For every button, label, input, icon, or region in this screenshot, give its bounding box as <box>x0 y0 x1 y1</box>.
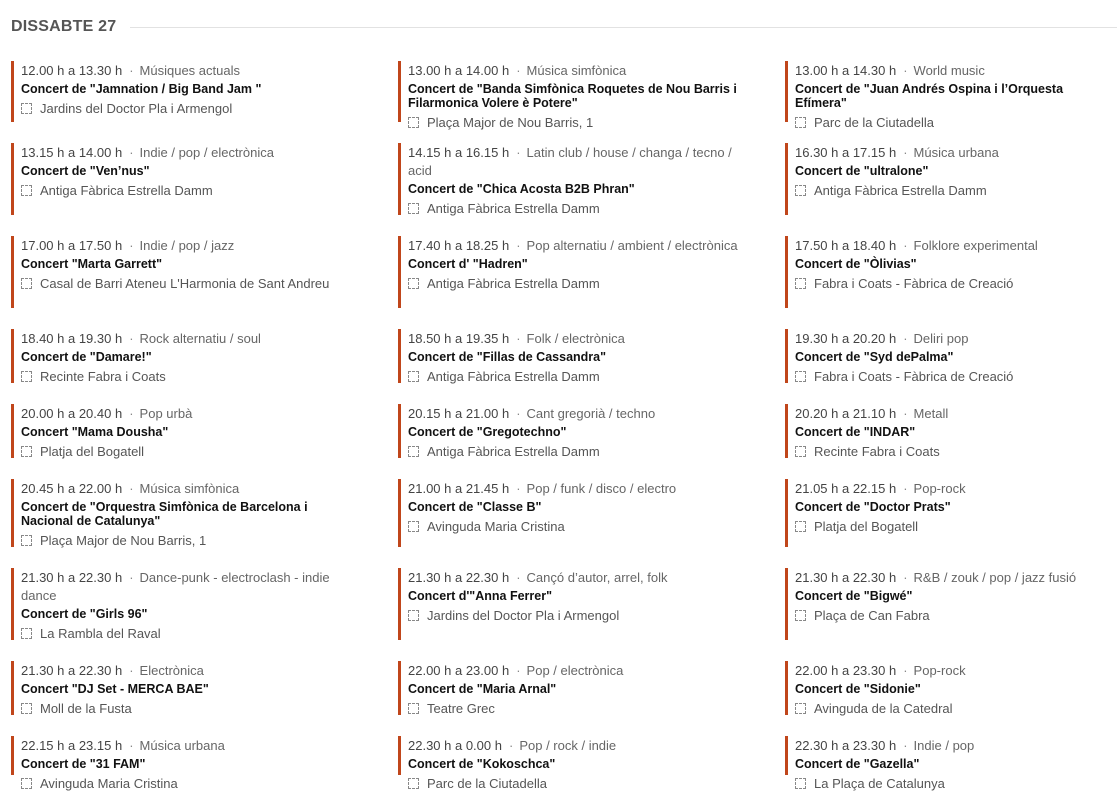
event-venue[interactable] <box>21 625 358 642</box>
event-time: 13.00 h a 14.00 h <box>408 63 510 78</box>
event-title[interactable]: Concert de "Damare!" <box>21 350 152 364</box>
event-meta <box>795 62 1077 80</box>
accent-bar <box>785 404 788 458</box>
location-icon <box>795 117 806 128</box>
event-venue[interactable] <box>408 200 745 217</box>
event-title[interactable]: Concert de "Ven’nus" <box>21 164 150 178</box>
event-card[interactable] <box>398 58 785 140</box>
event-venue[interactable] <box>795 607 1077 624</box>
event-time: 20.00 h a 20.40 h <box>21 406 123 421</box>
separator-dot: · <box>903 738 908 753</box>
event-time: 13.00 h a 14.30 h <box>795 63 897 78</box>
event-card[interactable] <box>11 658 398 733</box>
event-card[interactable] <box>398 565 785 658</box>
event-title[interactable]: Concert de "Doctor Prats" <box>795 500 951 514</box>
event-genre: Metall <box>913 406 949 421</box>
accent-bar <box>398 143 401 215</box>
venue-name: Parc de la Ciutadella <box>814 115 934 130</box>
event-venue[interactable] <box>21 443 358 460</box>
venue-name: Fabra i Coats - Fàbrica de Creació <box>814 369 1014 384</box>
event-title[interactable]: Concert de "Girls 96" <box>21 607 148 621</box>
day-title: DISSABTE 27 <box>11 18 117 35</box>
event-venue[interactable] <box>795 368 1077 385</box>
event-time: 22.15 h a 23.15 h <box>21 738 123 753</box>
event-card[interactable] <box>785 233 1117 326</box>
event-card[interactable] <box>785 476 1117 565</box>
event-title[interactable]: Concert de "Gregotechno" <box>408 425 567 439</box>
separator-dot: · <box>129 331 134 346</box>
accent-bar <box>11 236 14 308</box>
venue-name: Plaça Major de Nou Barris, 1 <box>427 115 594 130</box>
event-title[interactable]: Concert "DJ Set - MERCA BAE" <box>21 682 209 696</box>
venue-name: Antiga Fàbrica Estrella Damm <box>427 201 600 216</box>
accent-bar <box>398 736 401 775</box>
event-card[interactable] <box>398 140 785 233</box>
venue-name: Recinte Fabra i Coats <box>40 369 166 384</box>
accent-bar <box>11 404 14 458</box>
event-title[interactable]: Concert d' "Hadren" <box>408 257 528 271</box>
event-title[interactable]: Concert de "Kokoschca" <box>408 757 556 771</box>
event-card[interactable] <box>398 658 785 733</box>
event-venue[interactable] <box>408 114 745 131</box>
event-venue[interactable] <box>21 182 358 199</box>
event-genre: Pop / rock / indie <box>519 738 617 753</box>
event-venue[interactable] <box>795 275 1077 292</box>
location-icon <box>21 628 32 639</box>
event-card[interactable] <box>785 326 1117 401</box>
venue-name: Avinguda de la Catedral <box>814 701 953 716</box>
location-icon <box>795 185 806 196</box>
event-title[interactable]: Concert de "Maria Arnal" <box>408 682 557 696</box>
separator-dot: · <box>516 481 521 496</box>
separator-dot: · <box>516 663 521 678</box>
location-icon <box>795 778 806 789</box>
event-venue[interactable] <box>408 775 745 792</box>
event-genre: Pop alternatiu / ambient / electrònica <box>526 238 738 253</box>
accent-bar <box>11 329 14 383</box>
accent-bar <box>398 61 401 122</box>
venue-name: Parc de la Ciutadella <box>427 776 547 791</box>
separator-dot: · <box>516 145 521 160</box>
event-venue[interactable] <box>21 775 358 792</box>
event-card[interactable] <box>11 565 398 658</box>
day-header <box>11 15 1117 39</box>
event-meta <box>795 480 1077 498</box>
event-genre: Folk / electrònica <box>526 331 625 346</box>
event-time: 20.45 h a 22.00 h <box>21 481 123 496</box>
event-card[interactable] <box>785 58 1117 140</box>
event-genre: Música simfònica <box>139 481 240 496</box>
event-time: 17.40 h a 18.25 h <box>408 238 510 253</box>
accent-bar <box>785 236 788 308</box>
event-title[interactable]: Concert "Marta Garrett" <box>21 257 163 271</box>
event-genre: Electrònica <box>139 663 204 678</box>
event-card[interactable] <box>11 476 398 565</box>
location-icon <box>21 446 32 457</box>
event-meta <box>21 330 358 348</box>
event-genre: R&B / zouk / pop / jazz fusió <box>913 570 1077 585</box>
event-venue[interactable] <box>408 607 745 624</box>
event-meta <box>21 569 358 605</box>
location-icon <box>408 610 419 621</box>
event-time: 22.00 h a 23.00 h <box>408 663 510 678</box>
event-card[interactable] <box>11 233 398 326</box>
separator-dot: · <box>129 738 134 753</box>
event-venue[interactable] <box>408 443 745 460</box>
event-card[interactable] <box>11 326 398 401</box>
event-venue[interactable] <box>408 518 745 535</box>
accent-bar <box>11 736 14 775</box>
event-time: 17.00 h a 17.50 h <box>21 238 123 253</box>
event-title[interactable]: Concert de "Fillas de Cassandra" <box>408 350 607 364</box>
location-icon <box>408 446 419 457</box>
event-meta <box>408 237 745 255</box>
venue-name: Avinguda Maria Cristina <box>40 776 178 791</box>
event-meta <box>795 144 1077 162</box>
event-genre: Músiques actuals <box>139 63 240 78</box>
separator-dot: · <box>129 145 134 160</box>
location-icon <box>795 521 806 532</box>
accent-bar <box>11 61 14 122</box>
event-card[interactable] <box>398 233 785 326</box>
accent-bar <box>398 236 401 308</box>
event-time: 20.15 h a 21.00 h <box>408 406 510 421</box>
separator-dot: · <box>129 63 134 78</box>
event-time: 21.05 h a 22.15 h <box>795 481 897 496</box>
separator-dot: · <box>129 238 134 253</box>
separator-dot: · <box>129 663 134 678</box>
event-title[interactable]: Concert de "31 FAM" <box>21 757 146 771</box>
event-meta <box>408 330 745 348</box>
separator-dot: · <box>516 406 521 421</box>
event-venue[interactable] <box>795 775 1077 792</box>
separator-dot: · <box>516 238 521 253</box>
separator-dot: · <box>903 570 908 585</box>
event-time: 18.50 h a 19.35 h <box>408 331 510 346</box>
location-icon <box>795 446 806 457</box>
event-time: 21.30 h a 22.30 h <box>21 663 123 678</box>
event-meta <box>795 330 1077 348</box>
event-venue[interactable] <box>21 275 358 292</box>
venue-name: Antiga Fàbrica Estrella Damm <box>427 369 600 384</box>
event-meta <box>21 144 358 162</box>
event-genre: Deliri pop <box>913 331 969 346</box>
event-meta <box>795 662 1077 680</box>
venue-name: Recinte Fabra i Coats <box>814 444 940 459</box>
venue-name: Jardins del Doctor Pla i Armengol <box>427 608 620 623</box>
accent-bar <box>785 568 788 640</box>
venue-name: Antiga Fàbrica Estrella Damm <box>40 183 213 198</box>
venue-name: Antiga Fàbrica Estrella Damm <box>427 444 600 459</box>
accent-bar <box>11 479 14 547</box>
event-venue[interactable] <box>408 700 745 717</box>
event-time: 21.30 h a 22.30 h <box>795 570 897 585</box>
event-genre: Pop urbà <box>139 406 193 421</box>
event-genre: Indie / pop / electrònica <box>139 145 274 160</box>
event-venue[interactable] <box>21 368 358 385</box>
event-genre: Pop-rock <box>913 481 966 496</box>
event-meta <box>408 405 745 423</box>
event-venue[interactable] <box>795 182 1077 199</box>
venue-name: Platja del Bogatell <box>814 519 919 534</box>
location-icon <box>408 371 419 382</box>
accent-bar <box>398 568 401 640</box>
event-genre: Cant gregorià / techno <box>526 406 656 421</box>
separator-dot: · <box>903 145 908 160</box>
event-card[interactable] <box>785 401 1117 476</box>
event-card[interactable] <box>785 140 1117 233</box>
accent-bar <box>785 329 788 383</box>
event-genre: World music <box>913 63 985 78</box>
event-time: 18.40 h a 19.30 h <box>21 331 123 346</box>
event-time: 20.20 h a 21.10 h <box>795 406 897 421</box>
event-card[interactable] <box>398 476 785 565</box>
location-icon <box>21 185 32 196</box>
location-icon <box>795 278 806 289</box>
event-title[interactable]: Concert de "Òlivias" <box>795 257 917 271</box>
event-card[interactable] <box>11 58 398 140</box>
location-icon <box>795 703 806 714</box>
event-card[interactable] <box>398 401 785 476</box>
event-time: 21.30 h a 22.30 h <box>21 570 123 585</box>
event-time: 14.15 h a 16.15 h <box>408 145 510 160</box>
venue-name: Plaça de Can Fabra <box>814 608 930 623</box>
venue-name: Moll de la Fusta <box>40 701 132 716</box>
separator-dot: · <box>903 238 908 253</box>
venue-name: Antiga Fàbrica Estrella Damm <box>814 183 987 198</box>
event-venue[interactable] <box>795 700 1077 717</box>
location-icon <box>408 278 419 289</box>
event-card[interactable] <box>785 733 1117 793</box>
accent-bar <box>785 661 788 715</box>
venue-name: Jardins del Doctor Pla i Armengol <box>40 101 233 116</box>
event-time: 16.30 h a 17.15 h <box>795 145 897 160</box>
accent-bar <box>11 143 14 215</box>
event-meta <box>21 237 358 255</box>
event-meta <box>408 62 745 80</box>
separator-dot: · <box>129 481 134 496</box>
event-genre: Música simfònica <box>526 63 627 78</box>
event-meta <box>795 737 1077 755</box>
separator-dot: · <box>903 481 908 496</box>
event-title[interactable]: Concert "Mama Dousha" <box>21 425 169 439</box>
event-card[interactable] <box>398 326 785 401</box>
location-icon <box>408 117 419 128</box>
event-venue[interactable] <box>21 532 358 549</box>
event-time: 13.15 h a 14.00 h <box>21 145 123 160</box>
event-title[interactable]: Concert de "Banda Simfònica Roquetes de Nou Barris i Filarmonica Volere è Potere" <box>408 82 737 110</box>
venue-name: Casal de Barri Ateneu L'Harmonia de Sant Andreu <box>40 276 330 291</box>
event-genre: Música urbana <box>139 738 225 753</box>
accent-bar <box>785 143 788 215</box>
event-time: 17.50 h a 18.40 h <box>795 238 897 253</box>
accent-bar <box>785 479 788 547</box>
event-card[interactable] <box>11 140 398 233</box>
separator-dot: · <box>516 63 521 78</box>
event-meta <box>408 737 745 755</box>
event-meta <box>795 237 1077 255</box>
location-icon <box>21 103 32 114</box>
separator-dot: · <box>516 331 521 346</box>
event-meta <box>21 405 358 423</box>
event-title[interactable]: Concert de "ultralone" <box>795 164 929 178</box>
event-venue[interactable] <box>408 275 745 292</box>
separator-dot: · <box>508 738 514 753</box>
venue-name: Platja del Bogatell <box>40 444 145 459</box>
events-grid <box>11 58 1117 793</box>
accent-bar <box>785 736 788 775</box>
event-time: 22.30 h a 23.30 h <box>795 738 897 753</box>
event-title[interactable]: Concert de "Sidonie" <box>795 682 921 696</box>
event-genre: Indie / pop <box>913 738 975 753</box>
event-time: 12.00 h a 13.30 h <box>21 63 123 78</box>
event-time: 21.00 h a 21.45 h <box>408 481 510 496</box>
event-meta <box>795 405 1077 423</box>
event-time: 21.30 h a 22.30 h <box>408 570 510 585</box>
venue-name: Plaça Major de Nou Barris, 1 <box>40 533 207 548</box>
event-meta <box>408 480 745 498</box>
event-meta <box>21 62 358 80</box>
event-title[interactable]: Concert de "Jamnation / Big Band Jam " <box>21 82 262 96</box>
event-time: 22.00 h a 23.30 h <box>795 663 897 678</box>
accent-bar <box>398 329 401 383</box>
event-meta <box>408 662 745 680</box>
event-time: 22.30 h a 0.00 h <box>408 738 502 753</box>
event-genre: Música urbana <box>913 145 999 160</box>
event-genre: Folklore experimental <box>913 238 1038 253</box>
venue-name: Teatre Grec <box>427 701 495 716</box>
accent-bar <box>398 404 401 458</box>
accent-bar <box>785 61 788 122</box>
event-card[interactable] <box>785 565 1117 658</box>
event-genre: Latin club / house / changa / tecno / acid <box>408 145 732 178</box>
venue-name: La Rambla del Raval <box>40 626 161 641</box>
event-meta <box>21 662 358 680</box>
divider <box>130 27 1117 28</box>
event-venue[interactable] <box>795 114 1077 131</box>
event-title[interactable]: Concert de "Bigwé" <box>795 589 913 603</box>
location-icon <box>21 535 32 546</box>
location-icon <box>21 278 32 289</box>
accent-bar <box>398 479 401 547</box>
location-icon <box>21 703 32 714</box>
accent-bar <box>11 568 14 640</box>
event-title[interactable]: Concert de "INDAR" <box>795 425 916 439</box>
separator-dot: · <box>903 406 908 421</box>
event-time: 19.30 h a 20.20 h <box>795 331 897 346</box>
separator-dot: · <box>516 570 521 585</box>
event-title[interactable]: Concert de "Gazella" <box>795 757 920 771</box>
event-title[interactable]: Concert de "Juan Andrés Ospina i l’Orquesta Efímera" <box>795 82 1064 110</box>
event-card[interactable] <box>398 733 785 793</box>
separator-dot: · <box>129 570 134 585</box>
event-title[interactable]: Concert de "Syd dePalma" <box>795 350 954 364</box>
separator-dot: · <box>129 406 134 421</box>
event-meta <box>795 569 1077 587</box>
event-card[interactable] <box>785 658 1117 733</box>
event-meta <box>408 144 745 180</box>
venue-name: Avinguda Maria Cristina <box>427 519 565 534</box>
location-icon <box>408 703 419 714</box>
location-icon <box>21 371 32 382</box>
event-genre: Rock alternatiu / soul <box>139 331 261 346</box>
event-meta <box>408 569 745 587</box>
event-title[interactable]: Concert de "Chica Acosta B2B Phran" <box>408 182 635 196</box>
venue-name: Antiga Fàbrica Estrella Damm <box>427 276 600 291</box>
location-icon <box>21 778 32 789</box>
event-title[interactable]: Concert de "Classe B" <box>408 500 542 514</box>
venue-name: Fabra i Coats - Fàbrica de Creació <box>814 276 1014 291</box>
event-genre: Indie / pop / jazz <box>139 238 235 253</box>
separator-dot: · <box>903 663 908 678</box>
location-icon <box>408 778 419 789</box>
location-icon <box>795 610 806 621</box>
location-icon <box>795 371 806 382</box>
event-venue[interactable] <box>408 368 745 385</box>
event-genre: Cançó d’autor, arrel, folk <box>526 570 668 585</box>
event-meta <box>21 737 358 755</box>
event-genre: Pop / funk / disco / electro <box>526 481 677 496</box>
event-card[interactable] <box>11 401 398 476</box>
event-title[interactable]: Concert d'"Anna Ferrer" <box>408 589 553 603</box>
event-title[interactable]: Concert de "Orquestra Simfònica de Barcelona i Nacional de Catalunya" <box>21 500 308 528</box>
separator-dot: · <box>903 331 908 346</box>
event-venue[interactable] <box>795 443 1077 460</box>
separator-dot: · <box>903 63 908 78</box>
venue-name: La Plaça de Catalunya <box>814 776 945 791</box>
location-icon <box>408 521 419 532</box>
event-genre: Dance-punk - electroclash - indie dance <box>21 570 330 603</box>
accent-bar <box>11 661 14 715</box>
event-venue[interactable] <box>21 700 358 717</box>
event-venue[interactable] <box>21 100 358 117</box>
location-icon <box>408 203 419 214</box>
event-meta <box>21 480 358 498</box>
accent-bar <box>398 661 401 715</box>
event-genre: Pop-rock <box>913 663 966 678</box>
event-venue[interactable] <box>795 518 1077 535</box>
event-card[interactable] <box>11 733 398 793</box>
event-genre: Pop / electrònica <box>526 663 624 678</box>
